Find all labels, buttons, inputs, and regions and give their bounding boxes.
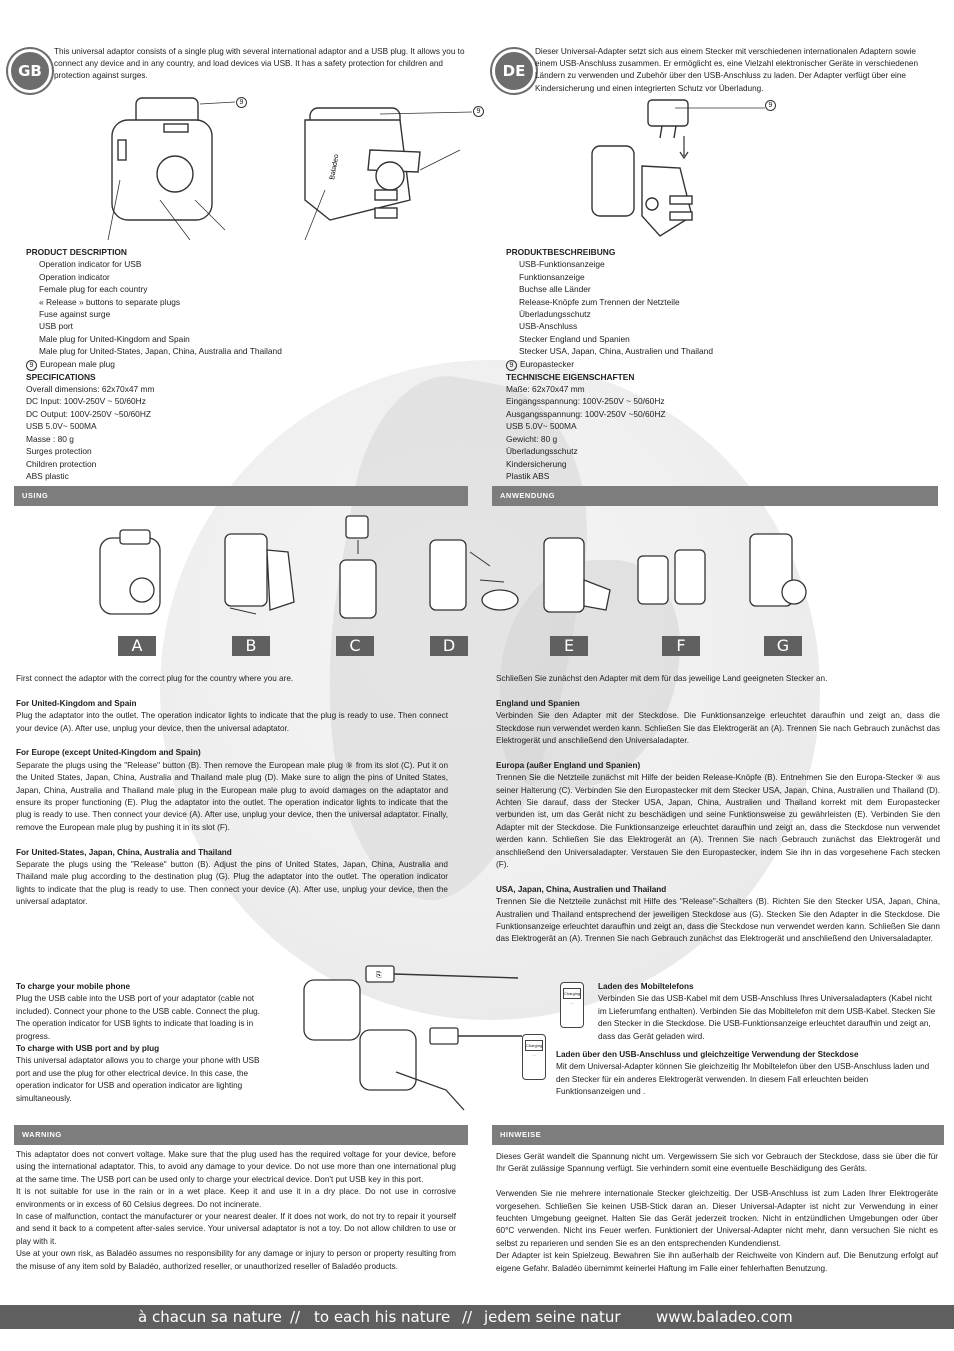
gb-us-text: Separate the plugs using the "Release" button (B). Adjust the pins of United States, Japan, China, Australia and Thailand male plug according to the destination plug (G). Plug the adaptator into the outlet. The operation indicator lights to indicate that the plug is ready to use. Then connect your device (A). After use, unplug your device, then the universal adaptator. [16, 860, 448, 907]
de-warning-text [496, 1151, 938, 1275]
list-item: USB-Anschluss [519, 321, 578, 332]
gb-eu-text: Separate the plugs using the "Release" button (B). Then remove the European male plug ⑨ from its slot (C). Put it on the United States, Japan, China, Australia and Thailand male plug (D). Make sure to align the pins of United States, Japan, China, Australia and Thailand male plug in the European male plug to avoid damages on the adaptator and ensure its proper functioning (E). Plug the adaptator into the outlet. The operation indicator lights to indicate that the plug is ready to use. Then connect your device (A). After use, unplug your device, then the universal adaptator. Finally, remove the European male plug by pushing it in its slot (F). [16, 760, 448, 832]
section-bar-anwendung: ANWENDUNG [492, 486, 938, 506]
list-item: Stecker USA, Japan, China, Australien und Thailand [519, 346, 713, 357]
de-spec-title: TECHNISCHE EIGENSCHAFTEN [506, 371, 635, 382]
de-eu-title: Europa (außer England und Spanien) [496, 760, 641, 770]
step-label-d: D [430, 636, 468, 656]
section-bar-warning: WARNING [14, 1125, 468, 1145]
de-adaptor-illustration [580, 96, 780, 246]
list-item: Operation indicator for USB [39, 259, 142, 270]
phone-screen: Charging ... [525, 1040, 543, 1051]
spec-item: Overall dimensions: 62x70x47 mm [26, 384, 155, 395]
item-label: European male plug [40, 358, 115, 369]
step-label-e: E [550, 636, 588, 656]
de-charge-body: Verbinden Sie das USB-Kabel mit dem USB-Anschluss Ihres Universaladapters (Kabel nicht im Lieferumfang enthalten). Verbinden Sie das Mobiltelefon mit dem USB-Kabel. Stecken Sie den Stecker in die Steckdose. Die USB-Funktionsanzeige erleuchtet daraufhin und zeigt an, dass das Gerät geladen wird. [598, 994, 936, 1041]
spec-item: Kindersicherung [506, 458, 567, 469]
spec-item: USB 5.0V~ 500MA [26, 421, 97, 432]
de-us-title: USA, Japan, China, Australien und Thailand [496, 884, 667, 894]
gb-adaptor-illustration [100, 90, 490, 250]
spec-item: USB 5.0V~ 500MA [506, 421, 577, 432]
de-us-text: Trennen Sie die Netzteile zunächst mit Hilfe des "Release"-Schalters (B). Richten Sie den Stecker USA, Japan, China, Australien und Thailand entsprechend der jeweiligen Steckdose aus (G). Stecken Sie den Adapter in die Steckdose. Die Funktionsanzeige erleuchtet daraufhin und zeigt an, dass die Steckdose nun verwendet werden kann. Schließen Sie dann das Elektrogerät an (A). Trennen Sie nach Gebrauch zunächst das Elektrogerät und anschließend den Universaladapter. [496, 897, 940, 944]
de-charge-title: Laden des Mobiltelefons [598, 982, 694, 991]
list-item: Buchse alle Länder [519, 284, 591, 295]
spec-item: ABS plastic [26, 470, 69, 481]
de-product-list [506, 246, 936, 482]
step-label-g: G [764, 636, 802, 656]
gb-intro: This universal adaptor consists of a single plug with several international adaptor and a USB plug. It allows you to connect any device and in any country, and load devices via USB. It has a safety protection for children and protection against surges. [54, 47, 465, 81]
spec-item: Surges protection [26, 446, 92, 457]
de-warning-3: Der Adapter ist kein Spielzeug. Bewahren Sie ihn außerhalb der Reichweite von Kindern auf. Die Benutzung erfolgt auf eigene Gefahr. Baladéo übernimmt keinerlei Haftung im Falle einer fehlerhaften Benutzung. [496, 1251, 938, 1273]
item-label: Europastecker [520, 358, 574, 369]
gb-charge-text [16, 981, 270, 1105]
de-using-text [496, 673, 940, 946]
spec-item: Plastik ABS [506, 470, 550, 481]
spec-item: Eingangsspannung: 100V-250V ~ 50/60Hz [506, 396, 665, 407]
website-link[interactable]: www.baladeo.com [656, 1308, 793, 1326]
list-item: « Release » buttons to separate plugs [39, 296, 181, 307]
section-bar-using: USING [14, 486, 468, 506]
gb-charge-title: To charge your mobile phone [16, 982, 131, 991]
list-item: Operation indicator [39, 271, 110, 282]
gb-flag-badge: GB [8, 49, 52, 93]
list-item: Male plug for United-Kingdom and Spain [39, 333, 190, 344]
gb-warning-text [16, 1149, 456, 1273]
de-both-title: Laden über den USB-Anschluss und gleichzeitige Verwendung der Steckdose [556, 1050, 859, 1060]
de-charge-text [556, 981, 936, 1099]
tagline-separator: // [462, 1308, 473, 1326]
spec-item: Children protection [26, 458, 97, 469]
list-item: Female plug for each country [39, 284, 148, 295]
gb-warning-4: Use at your own risk, as Baladéo assumes no responsibility for any damage or injury to person or property resulting from the misuse of any item sold by Baladéo, authorized reseller, or unauthorized reseller of Baladéo products. [16, 1249, 456, 1271]
de-eu-text: Trennen Sie die Netzteile zunächst mit Hilfe der beiden Release-Knöpfe (B). Entnehmen Sie den Europa-Stecker ⑨ aus seiner Halterung (C). Verbinden Sie den Europastecker mit dem Stecker USA, Japan, China, Australien und Thailand (D). Achten Sie darauf, dass der Stecker USA, Japan, China, Australien und Thailand korrekt mit dem Europastecker verbunden ist, um das Gerät nicht zu beschädigen und seine Funktionsweise zu gewährleisten (E). Verbinden Sie den Adapter mit der Steckdose. Die Funktionsanzeige erleuchtet daraufhin und zeigt an, dass die Steckdose nun verwendet werden kann. Schließen Sie das Elektrogerät an (A). Trennen Sie nach Gebrauch zunächst das Elektrogerät und anschließend den Universaladapter. Verstauen Sie den Europastecker, indem Sie ihn in das vorgesehene Fach stecken (F). [496, 773, 940, 870]
gb-eu-title: For Europe (except United-Kingdom and Spain) [16, 748, 201, 758]
list-item: Funktionsanzeige [519, 271, 585, 282]
de-uk-title: England und Spanien [496, 698, 580, 708]
de-first: Schließen Sie zunächst den Adapter mit dem für das jeweilige Land geeigneten Stecker an. [496, 674, 828, 683]
spec-item: DC Output: 100V-250V ~50/60HZ [26, 408, 152, 419]
tagline-separator: // [290, 1308, 301, 1326]
de-product-title: PRODUKTBESCHREIBUNG [506, 247, 616, 257]
steps-illustration [90, 510, 810, 630]
footer-bar [0, 1305, 954, 1329]
tagline-en: to each his nature [314, 1308, 451, 1326]
spec-item: Maße: 62x70x47 mm [506, 384, 585, 395]
gb-us-title: For United-States, Japan, China, Australia and Thailand [16, 847, 232, 857]
svg-text:⎘: ⎘ [376, 971, 382, 979]
section-bar-hinweise: HINWEISE [492, 1125, 944, 1145]
gb-warning-3: In case of malfunction, contact the manufacturer or your nearest dealer. If it does not work, do not try to repair it yourself and send it back to a competent after-sales service. Your universal adaptator is not a toy. Do not allow children to use or play with it. [16, 1212, 456, 1246]
de-intro: Dieser Universal-Adapter setzt sich aus einem Stecker mit verschiedenen internationalen Adaptern sowie einem USB-Anschluss zusammen. Er ermöglicht es, eine Vielzahl elektronischer Geräte in verschiedenen Ländern zu verwenden und Zubehör über den USB-Anschluss zu laden. Der Adapter verfügt über eine Kindersicherung und einen integrierten Schutz vor Überladung. [535, 47, 919, 93]
step-label-a: A [118, 636, 156, 656]
spec-item: Ausgangsspannung: 100V-250V ~50/60HZ [506, 408, 666, 419]
gb-uk-title: For United-Kingdom and Spain [16, 698, 137, 708]
list-item: Fuse against surge [39, 309, 111, 320]
gb-callout-9-right: 9 [473, 106, 484, 117]
de-flag-badge: DE [492, 49, 536, 93]
step-label-c: C [336, 636, 374, 656]
tagline-fr: à chacun sa nature [138, 1308, 282, 1326]
de-uk-text: Verbinden Sie den Adapter mit der Steckdose. Die Funktionsanzeige erleuchtet daraufhin und zeigt an, dass die Steckdose nun verwendet werden kann. Schließen Sie das Elektrogerät an (A). Trennen Sie nach Gebrauch zunächst das Elektrogerät und anschließend den Universaladapter. [496, 711, 940, 746]
gb-both-body: This universal adaptator allows you to charge your phone with USB port and use the plug for other electrical device. In this case, the operation indicator for USB and operation indicator are lighting simultaneously. [16, 1056, 260, 1103]
list-item: Überladungsschutz [519, 309, 591, 320]
list-item: USB port [39, 321, 73, 332]
gb-charge-body: Plug the USB cable into the USB port of your adaptator (cable not included). Connect your phone to the USB cable. Connect the plug. The operation indicator for USB lights to indicate that loading is in progress. [16, 994, 260, 1041]
de-callout-9: 9 [765, 100, 776, 111]
svg-text:Baladeo: Baladeo [329, 153, 341, 181]
step-label-f: F [662, 636, 700, 656]
spec-item: DC Input: 100V-250V ~ 50/60Hz [26, 396, 146, 407]
gb-uk-text: Plug the adaptator into the outlet. The operation indicator lights to indicate that the plug is ready to use. Then connect your device (A). After use, unplug your device, then the universal adaptator. [16, 711, 448, 733]
list-item: Release-Knöpfe zum Trennen der Netzteile [519, 296, 680, 307]
gb-callout-9: 9 [236, 97, 247, 108]
de-warning-1: Dieses Gerät wandelt die Spannung nicht um. Vergewissern Sie sich vor Gebrauch der Steckdose, dass sie über die für Ihr Gerät zulässige Spannung verfügt. Sie verhindern somit eine eventuelle Beschädigung des Geräts. [496, 1152, 938, 1174]
list-item: Male plug for United-States, Japan, China, Australia and Thailand [39, 346, 282, 357]
phone-screen: Charging ... [563, 988, 581, 999]
gb-product-list [26, 246, 466, 482]
spec-item: Masse : 80 g [26, 433, 74, 444]
tagline-de: jedem seine natur [484, 1308, 621, 1326]
phone-icon [522, 1034, 546, 1080]
de-both-body: Mit dem Universal-Adapter können Sie gleichzeitig Ihr Mobiltelefon über den USB-Anschluss laden und den Stecker für ein anderes Elektrogerät verwenden. In diesem Fall erleuchten beiden Funktionsanzeigen und . [556, 1062, 930, 1097]
list-item [26, 358, 466, 371]
de-warning-2: Verwenden Sie nie mehrere internationale Stecker gleichzeitig. Der USB-Anschluss ist zum Laden Ihrer Elektrogeräte vorgesehen. Schließen Sie keinen USB-Stick daran an. Dieser Universal-Adapter ist nicht zur Verwendung in einer feuchten Umgebung geeignet. Halten Sie das Gerät jederzeit trocken. Nicht in entzündlichen Umgebungen oder über 60°C verwenden. Nicht ins Feuer werfen. Funktioniert der Universal-Adapter nicht mehr, dann versuchen Sie nicht es selbst zu reparieren und senden Sie es an den entsprechenden Kundendienst. [496, 1189, 938, 1248]
list-item [506, 358, 936, 371]
item-number: 9 [506, 360, 517, 371]
spec-item: Überladungsschutz [506, 446, 578, 457]
gb-both-title: To charge with USB port and by plug [16, 1044, 160, 1054]
charging-illustration [296, 962, 558, 1122]
gb-first: First connect the adaptor with the correct plug for the country where you are. [16, 674, 294, 683]
gb-spec-title: SPECIFICATIONS [26, 371, 96, 382]
gb-product-title: PRODUCT DESCRIPTION [26, 247, 127, 257]
gb-warning-1: This adaptator does not convert voltage. Make sure that the plug used has the required voltage for your device, before using the international adaptator. This, to avoid any damage to your device. Do not use more than one international plug at the same time. The USB port can be used only to charge your electrical device. Don't put USB key in this port. [16, 1150, 456, 1184]
gb-using-text [16, 673, 448, 921]
list-item: USB-Funktionsanzeige [519, 259, 605, 270]
item-number: 9 [26, 360, 37, 371]
spec-item: Gewicht: 80 g [506, 433, 558, 444]
gb-warning-2: It is not suitable for use in the rain or in a wet place. Keep it and use it in a dry place. Do not use in corrosive environments or in excess of 60 Celsius degrees. Do not incinerate. [16, 1187, 456, 1209]
step-label-b: B [232, 636, 270, 656]
list-item: Stecker England und Spanien [519, 333, 630, 344]
